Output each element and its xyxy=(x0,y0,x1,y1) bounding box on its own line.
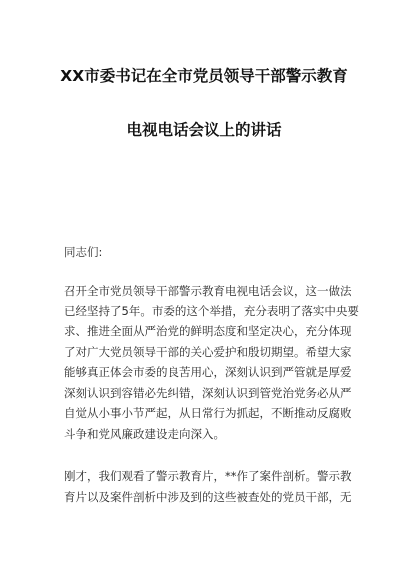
paragraph-line: 刚才，我们观看了警示教育片，**作了案件剖析。警示教 xyxy=(64,469,352,483)
paragraph-line: 了对广大党员领导干部的关心爱护和殷切期望。希望大家 xyxy=(64,345,352,359)
paragraph-line: 斗争和党风廉政建设走向深入。 xyxy=(64,427,225,441)
document-title-line-1: XX市委书记在全市党员领导干部警示教育 xyxy=(60,67,348,85)
paragraph-line: 深刻认识到容错必先纠错，深刻认识到管党治党务必从严 xyxy=(64,386,352,400)
paragraph-line: 自觉从小事小节严起，从日常行为抓起，不断推动反腐败 xyxy=(64,406,352,420)
paragraph-line: 已经坚持了5年。市委的这个举措，充分表明了落实中央要 xyxy=(64,304,359,318)
salutation: 同志们: xyxy=(64,245,103,259)
document-title-line-2: 电视电话会议上的讲话 xyxy=(126,121,282,139)
paragraph-line: 召开全市党员领导干部警示教育电视电话会议，这一做法 xyxy=(64,284,352,298)
paragraph-line: 育片以及案件剖析中涉及到的这些被查处的党员干部，无 xyxy=(64,490,352,504)
paragraph-line: 求、推进全面从严治党的鲜明态度和坚定决心，充分体现 xyxy=(64,324,352,338)
paragraph-line: 能够真正体会市委的良苦用心，深刻认识到严管就是厚爱 xyxy=(64,365,352,379)
